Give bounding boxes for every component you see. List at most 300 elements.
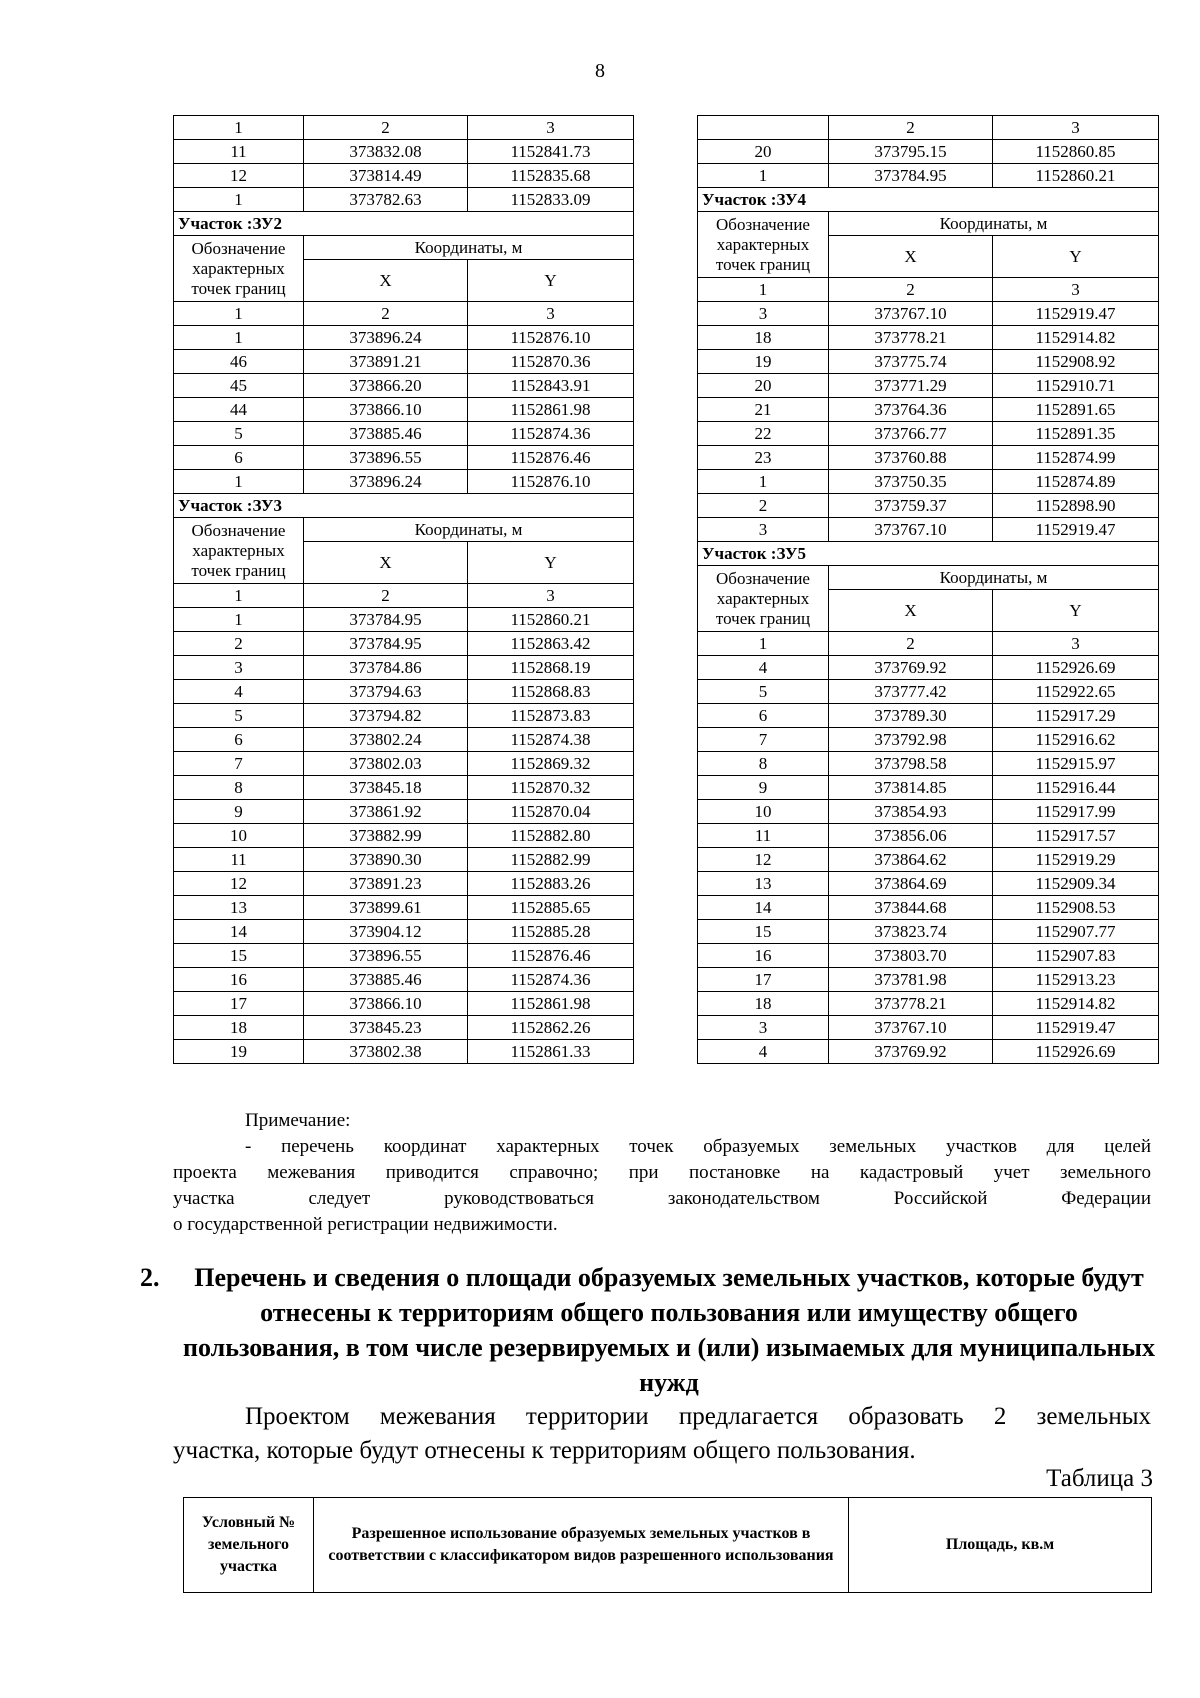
- table-row: [174, 422, 634, 446]
- table-row: [698, 470, 1159, 494]
- table-cell: 2: [829, 278, 993, 302]
- table-row: [174, 968, 634, 992]
- table-cell: 373784.95: [829, 164, 993, 188]
- table-cell: 373904.12: [304, 920, 468, 944]
- table-cell: 1: [698, 632, 829, 656]
- table-cell: 373891.23: [304, 872, 468, 896]
- note-title: Примечание:: [245, 1110, 351, 1131]
- coordinates-table-left: [173, 115, 634, 1064]
- table-cell: 18: [174, 1016, 304, 1040]
- table-cell: 13: [698, 872, 829, 896]
- table-cell: 373854.93: [829, 800, 993, 824]
- table-cell: 373759.37: [829, 494, 993, 518]
- table-cell: 373775.74: [829, 350, 993, 374]
- table-row: [174, 872, 634, 896]
- table-cell: 1152916.44: [993, 776, 1159, 800]
- table-cell: 1: [698, 470, 829, 494]
- table-cell: 1152885.28: [468, 920, 634, 944]
- table-row: [698, 824, 1159, 848]
- coord-header-row: [698, 212, 1159, 236]
- table-cell: 4: [174, 680, 304, 704]
- table-row: [698, 656, 1159, 680]
- table-cell: 13: [174, 896, 304, 920]
- table-row: [698, 350, 1159, 374]
- table-cell: 2: [698, 494, 829, 518]
- table-cell: 3: [993, 278, 1159, 302]
- coordinates-table-right: [697, 115, 1159, 1064]
- plot-section-row: [174, 212, 634, 236]
- table-cell: 373792.98: [829, 728, 993, 752]
- y-header: Y: [468, 542, 634, 584]
- table-row: [698, 1016, 1159, 1040]
- plot-section-label: Участок :ЗУ3: [174, 494, 634, 518]
- table-cell: 1152883.26: [468, 872, 634, 896]
- table-cell: 1152891.65: [993, 398, 1159, 422]
- table-cell: 373784.95: [304, 632, 468, 656]
- table-cell: 1152908.92: [993, 350, 1159, 374]
- section-heading: [140, 1260, 1158, 1400]
- table-cell: 373845.23: [304, 1016, 468, 1040]
- table-cell: 3: [698, 302, 829, 326]
- table-cell: 1152922.65: [993, 680, 1159, 704]
- table-cell: 1152914.82: [993, 992, 1159, 1016]
- table-row: [698, 848, 1159, 872]
- table-cell: 1: [174, 608, 304, 632]
- table-row: [174, 848, 634, 872]
- table-cell: 373885.46: [304, 968, 468, 992]
- table-cell: 1: [174, 470, 304, 494]
- table-row: [174, 608, 634, 632]
- table-cell: 373778.21: [829, 992, 993, 1016]
- plot-section-row: [698, 188, 1159, 212]
- table-cell: 373778.21: [829, 326, 993, 350]
- table-cell: 1152874.99: [993, 446, 1159, 470]
- table-cell: 373844.68: [829, 896, 993, 920]
- table-cell: 373896.55: [304, 944, 468, 968]
- table-row: [174, 116, 634, 140]
- plots-table-header-row: [184, 1498, 1152, 1593]
- table-cell: 15: [698, 920, 829, 944]
- table-cell: 10: [174, 824, 304, 848]
- table-cell: 1152913.23: [993, 968, 1159, 992]
- note-block: [173, 1108, 1151, 1238]
- table-cell: 45: [174, 374, 304, 398]
- table-cell: 8: [698, 752, 829, 776]
- table-cell: 1152926.69: [993, 656, 1159, 680]
- table-row: [698, 446, 1159, 470]
- table-cell: 19: [174, 1040, 304, 1064]
- coordinates-header: Координаты, м: [829, 212, 1159, 236]
- table-cell: 3: [468, 302, 634, 326]
- table-cell: 373864.62: [829, 848, 993, 872]
- x-header: X: [304, 260, 468, 302]
- y-header: Y: [468, 260, 634, 302]
- table-row: [174, 398, 634, 422]
- intro-line: Проектом межевания территории предлагается образовать 2 земельных: [245, 1403, 1151, 1430]
- table-cell: 1152882.99: [468, 848, 634, 872]
- table-cell: 20: [698, 140, 829, 164]
- coordinates-header: Координаты, м: [304, 236, 634, 260]
- table-cell: 5: [174, 704, 304, 728]
- intro-line: участка, которые будут отнесены к территориям общего пользования.: [173, 1437, 916, 1464]
- table-cell: 1152874.36: [468, 422, 634, 446]
- table-cell: 1152915.97: [993, 752, 1159, 776]
- table-row: [174, 470, 634, 494]
- plot-section-label: Участок :ЗУ2: [174, 212, 634, 236]
- designation-header: Обозначение характерных точек границ: [698, 566, 829, 632]
- table-cell: 11: [698, 824, 829, 848]
- coordinates-header: Координаты, м: [829, 566, 1159, 590]
- table-row: [698, 896, 1159, 920]
- table-row: [174, 704, 634, 728]
- table-cell: 16: [174, 968, 304, 992]
- x-header: X: [829, 236, 993, 278]
- table-row: [698, 680, 1159, 704]
- plot-section-row: [698, 542, 1159, 566]
- table-cell: 3: [993, 116, 1159, 140]
- table-row: [698, 632, 1159, 656]
- table-cell: 373766.77: [829, 422, 993, 446]
- table-row: [174, 752, 634, 776]
- table-row: [174, 896, 634, 920]
- table-cell: 373823.74: [829, 920, 993, 944]
- table-cell: 46: [174, 350, 304, 374]
- x-header: X: [304, 542, 468, 584]
- section-number: 2.: [140, 1263, 160, 1292]
- table-cell: 1152882.80: [468, 824, 634, 848]
- table-cell: 373899.61: [304, 896, 468, 920]
- table-cell: 373896.24: [304, 470, 468, 494]
- table-cell: 373802.24: [304, 728, 468, 752]
- table-cell: 1152910.71: [993, 374, 1159, 398]
- table-cell: 1152919.47: [993, 302, 1159, 326]
- table-row: [698, 422, 1159, 446]
- table-cell: 1152917.99: [993, 800, 1159, 824]
- note-line: - перечень координат характерных точек образуемых земельных участков для целей: [245, 1136, 1151, 1157]
- table-cell: 1152885.65: [468, 896, 634, 920]
- y-header: Y: [993, 590, 1159, 632]
- table-row: [698, 776, 1159, 800]
- table-cell: 373782.63: [304, 188, 468, 212]
- table-cell: 2: [304, 302, 468, 326]
- table-cell: 1152870.04: [468, 800, 634, 824]
- table-cell: 373769.92: [829, 1040, 993, 1064]
- table-row: [698, 752, 1159, 776]
- table-cell: 44: [174, 398, 304, 422]
- table-row: [174, 824, 634, 848]
- table-row: [698, 140, 1159, 164]
- table-row: [174, 800, 634, 824]
- table-cell: 23: [698, 446, 829, 470]
- table-cell: 1152870.36: [468, 350, 634, 374]
- table-cell: 373890.30: [304, 848, 468, 872]
- table-cell: 373814.85: [829, 776, 993, 800]
- table-cell: 1: [174, 584, 304, 608]
- table-cell: 6: [174, 728, 304, 752]
- table-cell: 1152833.09: [468, 188, 634, 212]
- table-row: [174, 326, 634, 350]
- table-cell: 373794.82: [304, 704, 468, 728]
- table-cell: 373784.86: [304, 656, 468, 680]
- table-row: [174, 164, 634, 188]
- table-cell: 6: [698, 704, 829, 728]
- table-cell: 1152876.46: [468, 446, 634, 470]
- table-cell: 1152841.73: [468, 140, 634, 164]
- table-cell: 1152835.68: [468, 164, 634, 188]
- note-line: о государственной регистрации недвижимости.: [173, 1214, 558, 1235]
- table-cell: 373767.10: [829, 518, 993, 542]
- page-number: 8: [595, 60, 605, 82]
- plot-section-label: Участок :ЗУ5: [698, 542, 1159, 566]
- table-cell: 1: [174, 326, 304, 350]
- table-cell: 10: [698, 800, 829, 824]
- table-cell: 1152874.89: [993, 470, 1159, 494]
- table-cell: 3: [993, 632, 1159, 656]
- table-cell: 1152898.90: [993, 494, 1159, 518]
- table-cell: 2: [304, 116, 468, 140]
- table-cell: 1152876.10: [468, 470, 634, 494]
- plots-table: [183, 1497, 1152, 1593]
- table-cell: 373861.92: [304, 800, 468, 824]
- table-cell: 373845.18: [304, 776, 468, 800]
- table-cell: 3: [468, 116, 634, 140]
- table-cell: 12: [174, 164, 304, 188]
- table-cell: 16: [698, 944, 829, 968]
- table-cell: 1152870.32: [468, 776, 634, 800]
- table-row: [698, 728, 1159, 752]
- table-caption: Таблица 3: [1046, 1465, 1153, 1492]
- table-cell: 1152860.21: [468, 608, 634, 632]
- table-cell: 11: [174, 848, 304, 872]
- table-row: [174, 776, 634, 800]
- header-cell-area: Площадь, кв.м: [849, 1498, 1152, 1593]
- coordinates-header: Координаты, м: [304, 518, 634, 542]
- table-cell: 9: [174, 800, 304, 824]
- table-cell: 1152909.34: [993, 872, 1159, 896]
- table-cell: 1152914.82: [993, 326, 1159, 350]
- table-row: [698, 326, 1159, 350]
- table-row: [698, 800, 1159, 824]
- table-row: [174, 374, 634, 398]
- table-cell: 373781.98: [829, 968, 993, 992]
- table-row: [174, 680, 634, 704]
- table-cell: 22: [698, 422, 829, 446]
- table-cell: 1152891.35: [993, 422, 1159, 446]
- designation-header: Обозначение характерных точек границ: [174, 236, 304, 302]
- table-cell: 373802.38: [304, 1040, 468, 1064]
- table-cell: 5: [174, 422, 304, 446]
- table-cell: 1152917.29: [993, 704, 1159, 728]
- table-cell: 373864.69: [829, 872, 993, 896]
- table-row: [698, 1040, 1159, 1064]
- table-cell: 19: [698, 350, 829, 374]
- table-row: [698, 398, 1159, 422]
- table-cell: 18: [698, 326, 829, 350]
- table-row: [698, 920, 1159, 944]
- table-cell: 373856.06: [829, 824, 993, 848]
- table-cell: 373866.10: [304, 992, 468, 1016]
- table-cell: 17: [698, 968, 829, 992]
- table-row: [174, 140, 634, 164]
- table-cell: 373767.10: [829, 1016, 993, 1040]
- table-row: [174, 302, 634, 326]
- table-row: [698, 302, 1159, 326]
- table-cell: 1152908.53: [993, 896, 1159, 920]
- table-cell: 1152861.98: [468, 398, 634, 422]
- table-row: [698, 944, 1159, 968]
- table-cell: 1152862.26: [468, 1016, 634, 1040]
- table-cell: 1152907.77: [993, 920, 1159, 944]
- table-cell: 14: [174, 920, 304, 944]
- table-cell: 12: [698, 848, 829, 872]
- table-cell: 12: [174, 872, 304, 896]
- table-cell: 373866.10: [304, 398, 468, 422]
- table-cell: 373789.30: [829, 704, 993, 728]
- table-cell: 6: [174, 446, 304, 470]
- table-cell: 1152860.21: [993, 164, 1159, 188]
- table-row: [174, 632, 634, 656]
- table-row: [174, 1016, 634, 1040]
- table-row: [174, 656, 634, 680]
- table-cell: 373769.92: [829, 656, 993, 680]
- table-cell: 3: [468, 584, 634, 608]
- table-row: [174, 944, 634, 968]
- table-cell: 2: [174, 632, 304, 656]
- table-row: [174, 350, 634, 374]
- table-cell: 2: [829, 632, 993, 656]
- plot-section-label: Участок :ЗУ4: [698, 188, 1159, 212]
- table-row: [174, 920, 634, 944]
- designation-header: Обозначение характерных точек границ: [174, 518, 304, 584]
- table-cell: 1152926.69: [993, 1040, 1159, 1064]
- table-cell: 373832.08: [304, 140, 468, 164]
- table-cell: 1: [174, 116, 304, 140]
- table-cell: 1152919.29: [993, 848, 1159, 872]
- table-row: [174, 992, 634, 1016]
- table-cell: 2: [829, 116, 993, 140]
- table-cell: 1152861.98: [468, 992, 634, 1016]
- table-cell: 373767.10: [829, 302, 993, 326]
- table-cell: 4: [698, 1040, 829, 1064]
- table-cell: 11: [174, 140, 304, 164]
- table-cell: 1152876.46: [468, 944, 634, 968]
- table-cell: 15: [174, 944, 304, 968]
- table-row: [174, 446, 634, 470]
- table-cell: 373764.36: [829, 398, 993, 422]
- table-row: [698, 992, 1159, 1016]
- table-row: [174, 584, 634, 608]
- table-cell: 373891.21: [304, 350, 468, 374]
- table-row: [174, 728, 634, 752]
- table-cell: 373802.03: [304, 752, 468, 776]
- table-cell: 1: [698, 164, 829, 188]
- table-cell: 18: [698, 992, 829, 1016]
- table-cell: 7: [174, 752, 304, 776]
- table-cell: 1: [174, 302, 304, 326]
- designation-header: Обозначение характерных точек границ: [698, 212, 829, 278]
- table-cell: 373896.24: [304, 326, 468, 350]
- table-cell: 373784.95: [304, 608, 468, 632]
- table-cell: 373866.20: [304, 374, 468, 398]
- table-cell: 1152863.42: [468, 632, 634, 656]
- table-cell: 1152860.85: [993, 140, 1159, 164]
- table-cell: 1152907.83: [993, 944, 1159, 968]
- table-cell: 1152919.47: [993, 518, 1159, 542]
- table-row: [698, 494, 1159, 518]
- table-cell: 1: [174, 188, 304, 212]
- table-cell: 1152868.19: [468, 656, 634, 680]
- table-cell: 1152916.62: [993, 728, 1159, 752]
- plot-section-row: [174, 494, 634, 518]
- section-title: Перечень и сведения о площади образуемых земельных участков, которые будут отнесены к территориям общего пользования или имуществу общего пользования, в том числе резервируемых и (или) изымаемых для муниципальных нужд: [183, 1263, 1155, 1397]
- coord-header-row: [174, 236, 634, 260]
- table-cell: 373798.58: [829, 752, 993, 776]
- table-row: [174, 1040, 634, 1064]
- table-cell: 373771.29: [829, 374, 993, 398]
- header-cell-plot-number: Условный № земельного участка: [184, 1498, 314, 1593]
- table-cell: 3: [698, 1016, 829, 1040]
- table-cell: 373794.63: [304, 680, 468, 704]
- table-cell: 5: [698, 680, 829, 704]
- table-row: [698, 116, 1159, 140]
- intro-paragraph: [173, 1400, 1151, 1468]
- table-cell: 2: [304, 584, 468, 608]
- table-row: [698, 704, 1159, 728]
- table-cell: 17: [174, 992, 304, 1016]
- coord-header-row: [698, 566, 1159, 590]
- table-row: [698, 164, 1159, 188]
- table-cell: 7: [698, 728, 829, 752]
- table-row: [698, 374, 1159, 398]
- table-row: [698, 278, 1159, 302]
- table-cell: 1152873.83: [468, 704, 634, 728]
- table-cell: 1152874.38: [468, 728, 634, 752]
- table-cell: 1152876.10: [468, 326, 634, 350]
- table-cell: 20: [698, 374, 829, 398]
- table-cell: 373750.35: [829, 470, 993, 494]
- table-cell: 8: [174, 776, 304, 800]
- table-cell: 1152919.47: [993, 1016, 1159, 1040]
- table-cell: 3: [174, 656, 304, 680]
- table-cell: 1152869.32: [468, 752, 634, 776]
- table-cell: 373896.55: [304, 446, 468, 470]
- note-line: проекта межевания приводится справочно; при постановке на кадастровый учет земельного: [173, 1162, 1151, 1183]
- table-cell: 1152874.36: [468, 968, 634, 992]
- header-cell-permitted-use: Разрешенное использование образуемых земельных участков в соответствии с классификатором видов разрешенного использования: [314, 1498, 849, 1593]
- table-cell: 3: [698, 518, 829, 542]
- table-cell: 373885.46: [304, 422, 468, 446]
- table-cell: 373803.70: [829, 944, 993, 968]
- table-cell: 21: [698, 398, 829, 422]
- table-cell: 4: [698, 656, 829, 680]
- table-cell: 14: [698, 896, 829, 920]
- table-cell: 1152861.33: [468, 1040, 634, 1064]
- note-line: участка следует руководствоваться законодательством Российской Федерации: [173, 1188, 1151, 1209]
- table-cell: 1: [698, 278, 829, 302]
- table-row: [698, 968, 1159, 992]
- table-cell: 1152917.57: [993, 824, 1159, 848]
- x-header: X: [829, 590, 993, 632]
- table-cell: 373882.99: [304, 824, 468, 848]
- table-row: [174, 188, 634, 212]
- table-row: [698, 872, 1159, 896]
- table-cell: 1152868.83: [468, 680, 634, 704]
- table-cell: 1152843.91: [468, 374, 634, 398]
- table-cell: 373760.88: [829, 446, 993, 470]
- table-cell: 373777.42: [829, 680, 993, 704]
- table-cell: 9: [698, 776, 829, 800]
- table-cell: [698, 116, 829, 140]
